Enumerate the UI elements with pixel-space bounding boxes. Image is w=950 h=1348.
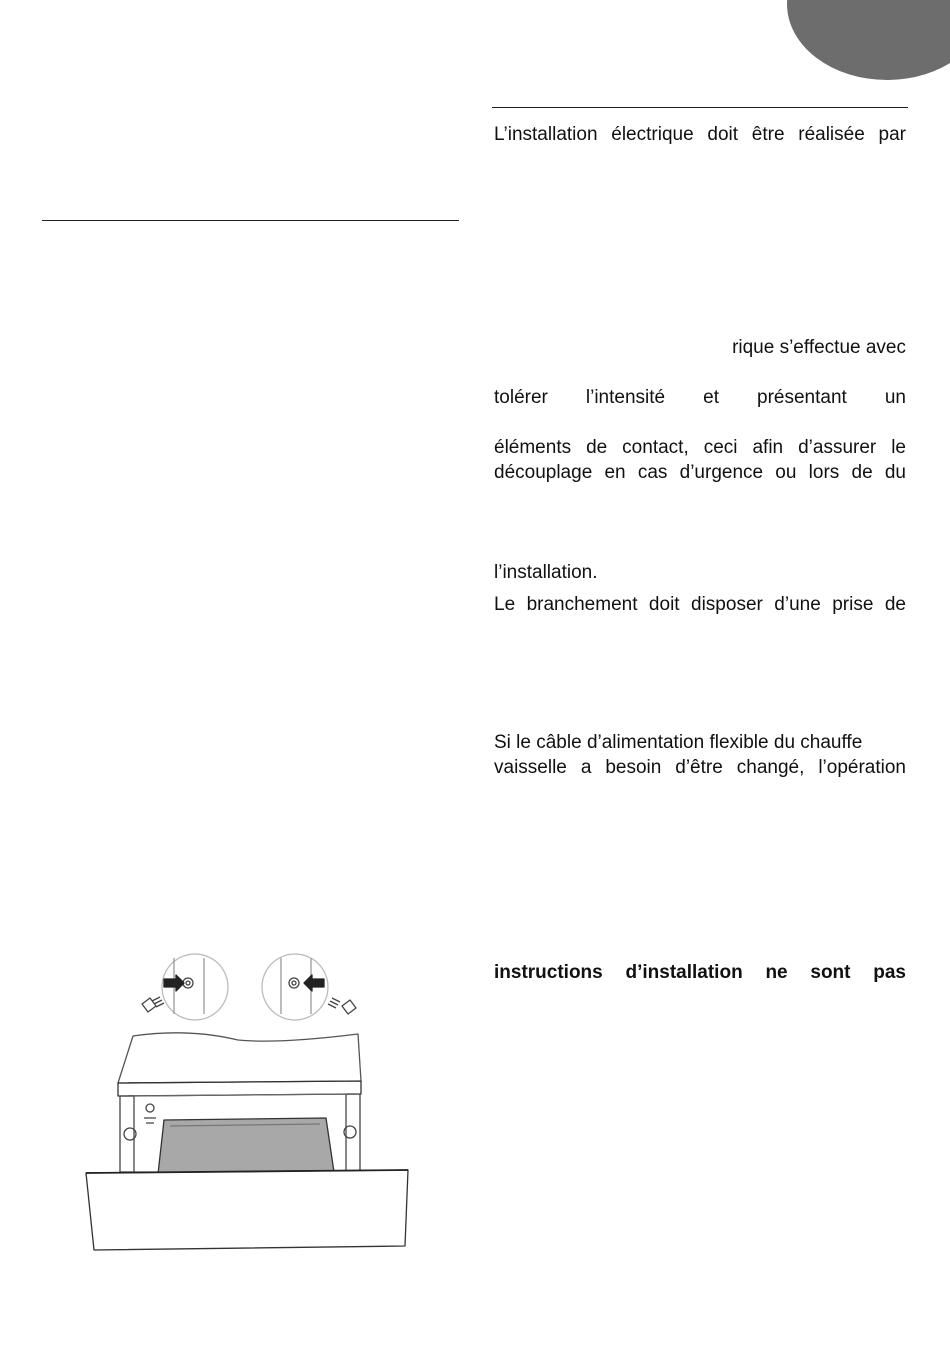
text-line-decouplage: découplage en cas d’urgence ou lors de du	[494, 462, 906, 483]
text-line-contact: éléments de contact, ceci afin d’assurer le	[494, 437, 906, 458]
text-line-vaisselle: vaisselle a besoin d’être changé, l’opération	[494, 757, 906, 778]
text-line-raccordement: rique s’effectue avec	[732, 337, 906, 358]
left-detail-circle	[162, 954, 228, 1020]
text-line-instructions: instructions d’installation ne sont pas	[494, 962, 906, 983]
section-divider-left	[42, 220, 459, 221]
arrow-left-icon	[304, 975, 324, 991]
text-line-intensite: tolérer l’intensité et présentant un	[494, 387, 906, 408]
right-detail-circle	[262, 954, 328, 1020]
text-line-installation-end: l’installation.	[494, 562, 598, 583]
section-divider-right	[492, 107, 908, 108]
text-line-branchement: Le branchement doit disposer d’une prise de	[494, 594, 906, 615]
text-line-cable: Si le câble d’alimentation flexible du chauffe	[494, 732, 863, 753]
text-line-installation: L’installation électrique doit être réalisée par	[494, 124, 906, 145]
page-corner-tab	[787, 0, 950, 80]
drawer-installation-figure	[78, 948, 418, 1260]
